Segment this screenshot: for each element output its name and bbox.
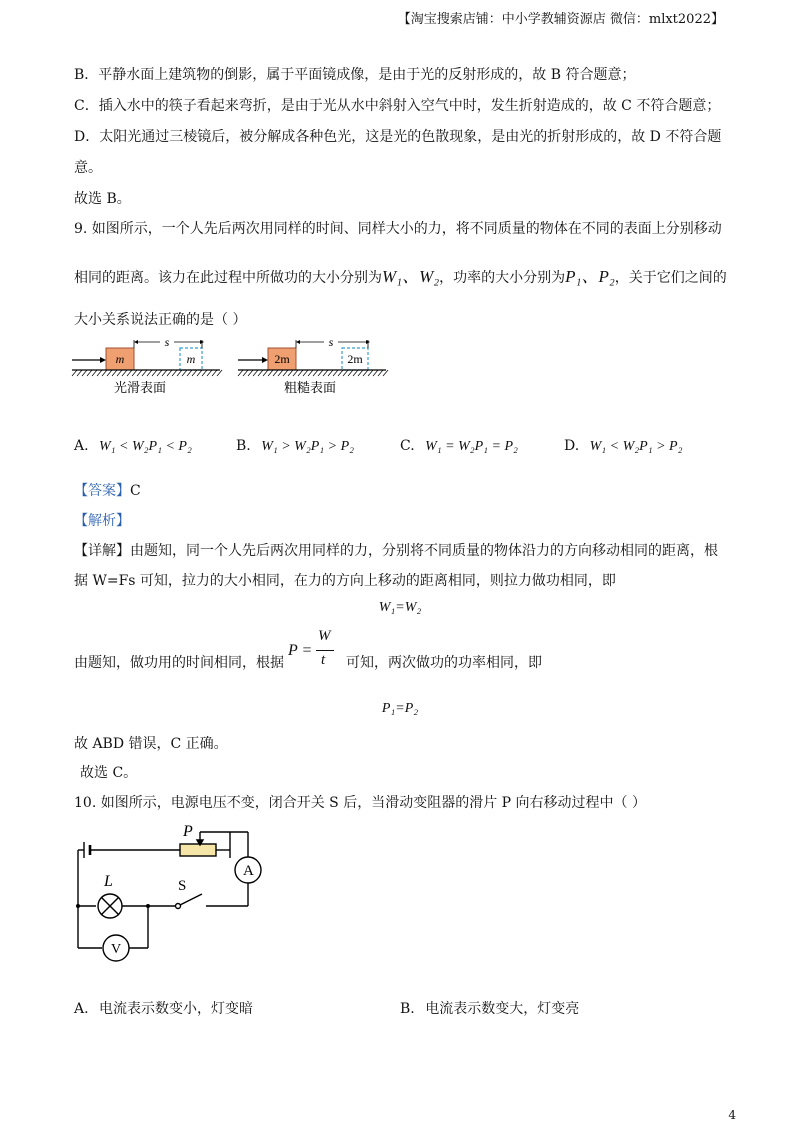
q8-option-d-explanation: D．太阳光通过三棱镜后，被分解成各种色光，这是光的色散现象，是由光的折射形成的，故 D 不符合题 xyxy=(74,129,722,145)
detail-text: 由题知，同一个人先后两次用同样的力，分别将不同质量的物体沿力的方向移动相同的距离，根 xyxy=(130,543,718,559)
ghost-block-m-label: m xyxy=(186,352,196,366)
formula-denominator: t xyxy=(321,652,326,668)
option-label: B. xyxy=(400,1001,415,1017)
label-S: S xyxy=(178,878,187,894)
q10-option-b xyxy=(400,998,579,1018)
q9-power-symbols: P₁、P₂ xyxy=(565,267,615,286)
q9-option-d xyxy=(564,438,682,455)
q9-option-b xyxy=(236,438,354,455)
detail3-text-a: 由题知，做功用的时间相同，根据 xyxy=(74,655,284,671)
force-arrowhead-left xyxy=(100,357,106,363)
option-label: B. xyxy=(236,438,251,454)
answer-tag: 【答案】 xyxy=(74,483,130,499)
q9-stem-text-c: ，关于它们之间的 xyxy=(614,270,727,286)
formula-numerator: W xyxy=(318,628,331,644)
fraction-bar xyxy=(316,650,334,651)
option-text: W₁ = W₂P₁ = P₂ xyxy=(425,439,518,454)
option-label: A. xyxy=(74,438,89,454)
detail-tag: 【详解】 xyxy=(74,543,130,559)
q8-option-b-explanation: B．平静水面上建筑物的倒影，属于平面镜成像，是由于光的反射形成的，故 B 符合题意； xyxy=(74,67,636,83)
label-P: P xyxy=(183,823,193,840)
option-text: W₁ < W₂P₁ < P₂ xyxy=(99,439,192,454)
q9-option-c xyxy=(400,438,518,455)
q8-option-d-explanation-cont: 意。 xyxy=(74,160,102,176)
q9-answer-line xyxy=(74,480,141,500)
label-L: L xyxy=(104,873,113,890)
page-header: 【淘宝搜索店铺：中小学教辅资源店 微信：mlxt2022】 xyxy=(397,12,724,27)
power-formula xyxy=(288,628,340,676)
q9-conclusion: 故选 C。 xyxy=(80,765,138,781)
q10-option-a xyxy=(74,998,253,1018)
label-A: A xyxy=(243,863,254,879)
q9-option-a xyxy=(74,438,192,455)
q9-equation-power: P₁=P₂ xyxy=(381,701,419,716)
option-label: D. xyxy=(564,438,580,454)
q9-detail-line3-cont: 可知，两次做功的功率相同，即 xyxy=(346,655,542,671)
formula-lhs: P = xyxy=(288,642,313,659)
option-text: W₁ < W₂P₁ > P₂ xyxy=(589,439,683,454)
block-m-label: m xyxy=(115,352,125,366)
q9-figure xyxy=(70,332,390,404)
distance-s-left: s xyxy=(164,335,170,349)
q10-stem: 10. 如图所示，电源电压不变，闭合开关 S 后，当滑动变阻器的滑片 P 向右移动过程中（ ） xyxy=(74,795,646,811)
q9-stem-text-a: 相同的距离。该力在此过程中所做功的大小分别为 xyxy=(74,270,382,286)
q8-option-c-explanation: C．插入水中的筷子看起来弯折，是由于光从水中斜射入空气中时，发生折射造成的，故 C 不符合题意； xyxy=(74,98,721,114)
page-number: 4 xyxy=(728,1108,736,1122)
option-text: 电流表示数变大，灯变亮 xyxy=(425,1001,580,1017)
q9-work-symbols: W₁、W₂ xyxy=(382,267,440,286)
option-label: C. xyxy=(400,438,415,454)
rheostat xyxy=(180,844,216,856)
option-label: A. xyxy=(74,1001,89,1017)
q9-wrong-statement: 故 ABD 错误，C 正确。 xyxy=(74,736,228,752)
q9-detail-line3 xyxy=(74,652,284,672)
block-2m-label: 2m xyxy=(274,352,290,366)
force-arrowhead-right xyxy=(262,357,268,363)
smooth-surface-scene xyxy=(72,335,222,395)
analysis-tag: 【解析】 xyxy=(74,513,130,529)
q9-detail-line2: 据 W=Fs 可知，拉力的大小相同，在力的方向上移动的距离相同，则拉力做功相同，即 xyxy=(74,573,616,589)
q9-stem-text-b: ，功率的大小分别为 xyxy=(439,270,566,286)
switch-lever xyxy=(180,894,202,905)
ghost-block-2m-label: 2m xyxy=(347,352,363,366)
caption-rough: 粗糙表面 xyxy=(283,380,337,395)
caption-smooth: 光滑表面 xyxy=(113,380,167,395)
q9-equation-work: W₁=W₂ xyxy=(378,600,422,615)
label-V: V xyxy=(111,942,122,957)
q9-stem-line3: 大小关系说法正确的是（ ） xyxy=(74,312,247,328)
option-text: 电流表示数变小，灯变暗 xyxy=(99,1001,254,1017)
q10-circuit-diagram xyxy=(70,814,270,970)
rough-surface-scene xyxy=(238,335,388,395)
answer-value: C xyxy=(130,483,141,499)
switch-contact xyxy=(176,904,181,909)
q9-stem-line1: 9. 如图所示，一个人先后两次用同样的时间、同样大小的力，将不同质量的物体在不同的表面上分别移动 xyxy=(74,221,722,237)
distance-s-right: s xyxy=(328,335,334,349)
q8-conclusion: 故选 B。 xyxy=(74,191,131,207)
q9-stem-line2 xyxy=(74,262,727,287)
q9-detail-line1 xyxy=(74,540,718,560)
option-text: W₁ > W₂P₁ > P₂ xyxy=(261,439,354,454)
